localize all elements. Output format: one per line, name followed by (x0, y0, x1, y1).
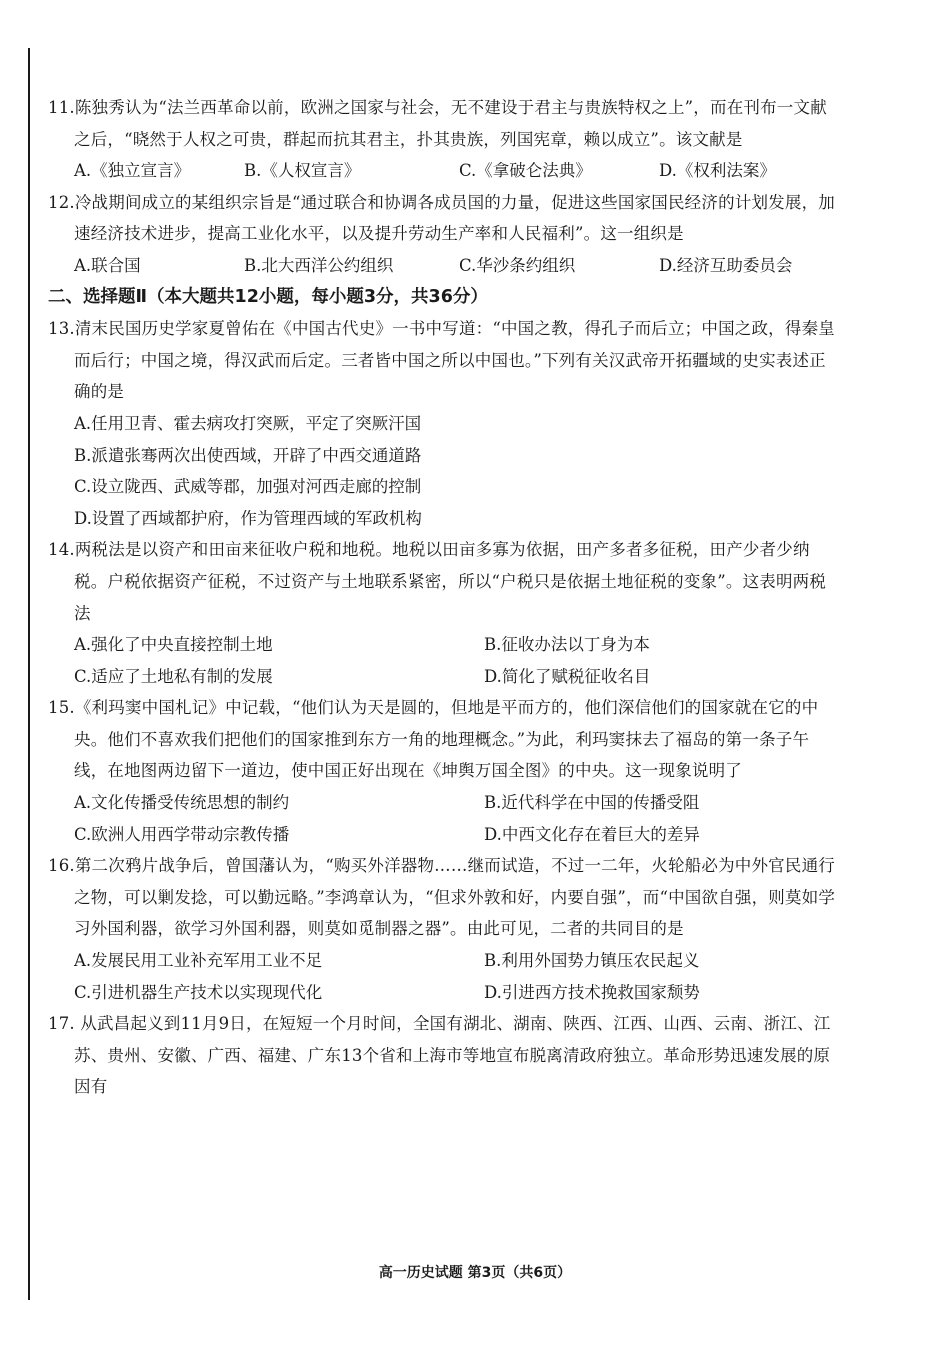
option-b: B.北大西洋公约组织 (244, 255, 394, 275)
option-b: B.利用外国势力镇压农民起义 (484, 951, 700, 971)
question-stem: 13.清末民国历史学家夏曾佑在《中国古代史》一书中写道：“中国之教，得孔子而后立；中国之政，得秦皇而后行；中国之境，得汉武而后定。三者皆中国之所以中国也。”下列有关汉武帝开拓疆域的史实表述正确的是 (48, 319, 835, 402)
option-b: B.《人权宣言》 (244, 161, 361, 181)
option-c: C.适应了土地私有制的发展 (74, 666, 273, 686)
option-a: A.任用卫青、霍去病攻打突厥，平定了突厥汗国 (74, 413, 422, 433)
option-c: C.欧洲人用西学带动宗教传播 (74, 824, 290, 844)
option-a: A.强化了中央直接控制土地 (74, 635, 273, 655)
answer-options (48, 629, 838, 692)
option-a: A.发展民用工业补充军用工业不足 (74, 951, 323, 971)
question-17 (48, 1008, 838, 1103)
question-stem: 17. 从武昌起义到11月9日，在短短一个月时间，全国有湖北、湖南、陕西、江西、山西、云南、浙江、江苏、贵州、安徽、广西、福建、广东13个省和上海市等地宣布脱离清政府独立。革命形势迅速发展的原因有 (48, 1014, 831, 1097)
question-stem: 12.冷战期间成立的某组织宗旨是“通过联合和协调各成员国的力量，促进这些国家国民经济的计划发展，加速经济技术进步，提高工业化水平，以及提升劳动生产率和人民福利”。这一组织是 (48, 192, 835, 244)
question-16 (48, 850, 838, 1008)
left-margin-line (28, 48, 30, 1300)
option-a: A.《独立宣言》 (74, 161, 191, 181)
option-a: A.联合国 (74, 255, 141, 275)
question-14 (48, 534, 838, 692)
option-d: D.设置了西域都护府，作为管理西域的军政机构 (74, 508, 422, 528)
question-stem: 16.第二次鸦片战争后，曾国藩认为，“购买外洋器物……继而试造，不过一二年，火轮船必为中外官民通行之物，可以剿发捻，可以勤远略。”李鸿章认为，“但求外敦和好，内要自强”，而“中国欲自强，则莫如学习外国利器，欲学习外国利器，则莫如觅制器之器”。由此可见，二者的共同目的是 (48, 856, 836, 939)
question-stem: 14.两税法是以资产和田亩来征收户税和地税。地税以田亩多寡为依据，田产多者多征税，田产少者少纳税。户税依据资产征税，不过资产与土地联系紧密，所以“户税只是依据土地征税的变象”。这表明两税法 (48, 540, 827, 623)
option-c: C.华沙条约组织 (459, 255, 576, 275)
section-heading: 二、选择题Ⅱ（本大题共12小题，每小题3分，共36分） (48, 286, 488, 307)
question-stem: 11.陈独秀认为“法兰西革命以前，欧洲之国家与社会，无不建设于君主与贵族特权之上”，而在刊布一文献之后，“晓然于人权之可贵，群起而抗其君主，扑其贵族，列国宪章，赖以成立”。该文献是 (48, 98, 827, 149)
option-d: D.经济互助委员会 (659, 255, 793, 275)
question-11 (48, 92, 838, 187)
answer-options (48, 155, 838, 187)
question-stem: 15.《利玛窦中国札记》中记载，“他们认为天是圆的，但地是平而方的，他们深信他们的国家就在它的中央。他们不喜欢我们把他们的国家推到东方一角的地理概念。”为此，利玛窦抹去了福岛的第一条子午线，在地图两边留下一道边，使中国正好出现在《坤舆万国全图》的中央。这一现象说明了 (48, 698, 819, 781)
answer-options (48, 408, 838, 534)
option-c: C.引进机器生产技术以实现现代化 (74, 982, 323, 1002)
option-c: C.《拿破仑法典》 (459, 161, 592, 181)
answer-options (48, 945, 838, 1008)
page-footer: 高一历史试题 第3页（共6页） (378, 1265, 572, 1281)
option-b: B.近代科学在中国的传播受阻 (484, 793, 700, 813)
option-c: C.设立陇西、武威等郡，加强对河西走廊的控制 (74, 477, 422, 497)
option-d: D.简化了赋税征收名目 (484, 666, 651, 686)
question-13 (48, 313, 838, 534)
option-d: D.引进西方技术挽救国家颓势 (484, 982, 700, 1002)
exam-page-content (48, 92, 838, 1103)
question-12 (48, 187, 838, 282)
option-b: B.派遣张骞两次出使西域，开辟了中西交通道路 (74, 445, 422, 465)
option-d: D.《权利法案》 (659, 161, 776, 181)
option-a: A.文化传播受传统思想的制约 (74, 793, 290, 813)
option-b: B.征收办法以丁身为本 (484, 635, 650, 655)
option-d: D.中西文化存在着巨大的差异 (484, 824, 700, 844)
answer-options (48, 787, 838, 850)
answer-options (48, 250, 838, 282)
question-15 (48, 692, 838, 850)
